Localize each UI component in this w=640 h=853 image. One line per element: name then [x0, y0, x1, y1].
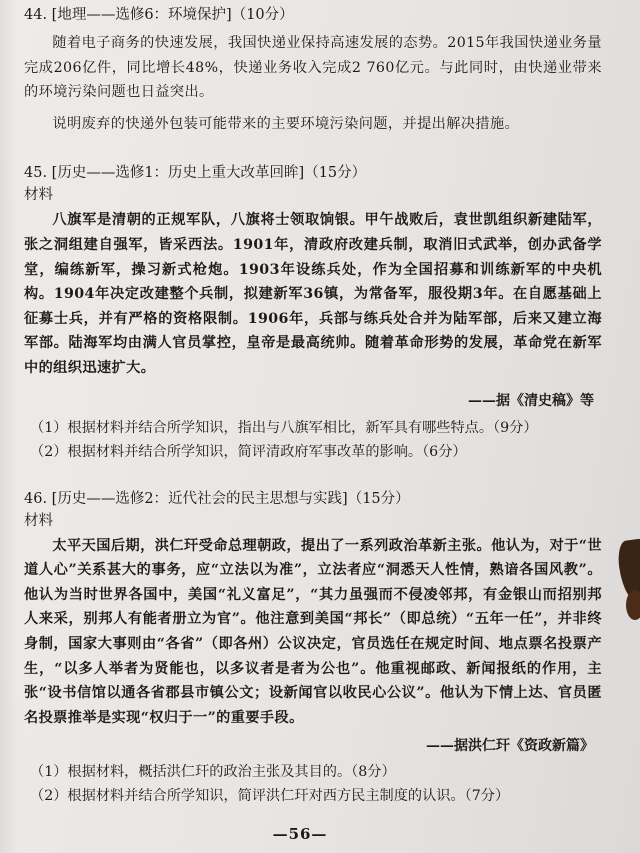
question-45-item-1: （1）根据材料并结合所学知识，指出与八旗军相比，新军具有哪些特点。（9分）: [30, 419, 538, 436]
question-44-paragraph: 随着电子商务的快速发展，我国快递业保持高速发展的态势。2015年我国快递业务量完成206亿件，同比增长48%，快递业务收入完成2 760亿元。与此同时，由快递业带来的环境污染问题也日益突出。: [24, 35, 602, 101]
question-46-material: 太平天国后期，洪仁玕受命总理朝政，提出了一系列政治革新主张。他认为，对于“世道人心”关系甚大的事务，应“立法以为准”，立法者应“洞悉天人性情，熟谙各国风教”。他认为当时世界各国中，美国“礼义富足”，“其力虽强而不侵凌邻邦，有金银山而招别邦人来采，别邦人有能者册立为官”。他注意到美国“邦长”（即总统）“五年一任”，并非终身制，国家大事则由“各省”（即各州）公议决定，官员选任在规定时间、地点票名投票产生，“以多人举者为贤能也，以多议者是者为公也”。他重视邮政、新闻报纸的作用，主张“设书信馆以通各省郡县市镇公文；设新闻官以收民心公议”。他认为下情上达、官员匿名投票推举是实现“权归于一”的重要手段。: [24, 537, 602, 726]
material-label: 材料: [24, 187, 53, 204]
question-46: [24, 488, 602, 809]
page-shadow: [0, 0, 18, 853]
question-45-item-2: （2）根据材料并结合所学知识，简评清政府军事改革的影响。（6分）: [30, 443, 467, 460]
question-44-prompt: 说明废弃的快递外包装可能带来的主要环境污染问题，并提出解决措施。: [52, 115, 520, 132]
page-content: [24, 4, 602, 808]
question-45-source: ——据《清史稿》等: [468, 392, 594, 409]
question-45-material: 八旗军是清朝的正规军队，八旗将士领取饷银。甲午战败后，袁世凯组织新建陆军，张之洞组建自强军，皆采西法。1901年，清政府改建兵制，取消旧式武举，创办武备学堂，编练新军，操习新式枪炮。1903年设练兵处，作为全国招募和训练新军的中央机构。1904年决定改建整个兵制，拟建新军36镇，为常备军，服役期3年。在自愿基础上征募士兵，并有严格的资格限制。1906年，兵部与练兵处合并为陆军部，后来又建立海军部。陆海军均由满人官员掌控，皇帝是最高统帅。随着革命形势的发展，革命党在新军中的组织迅速扩大。: [24, 212, 602, 376]
material-label: 材料: [24, 512, 53, 529]
question-45: [24, 162, 602, 463]
question-46-item-2: （2）根据材料并结合所学知识，简评洪仁玕对西方民主制度的认识。（7分）: [30, 788, 510, 805]
question-46-source: ——据洪仁玕《资政新篇》: [426, 738, 594, 755]
question-44-heading: 44. [地理——选修6：环境保护]（10分）: [24, 7, 294, 23]
question-46-item-1: （1）根据材料，概括洪仁玕的政治主张及其目的。（8分）: [30, 764, 396, 781]
paper-stain: [626, 590, 640, 620]
question-46-heading: 46. [历史——选修2：近代社会的民主思想与实践]（15分）: [24, 490, 410, 507]
question-44: [24, 4, 602, 136]
question-45-heading: 45. [历史——选修1：历史上重大改革回眸]（15分）: [24, 165, 367, 182]
page-number: —56—: [272, 825, 328, 843]
